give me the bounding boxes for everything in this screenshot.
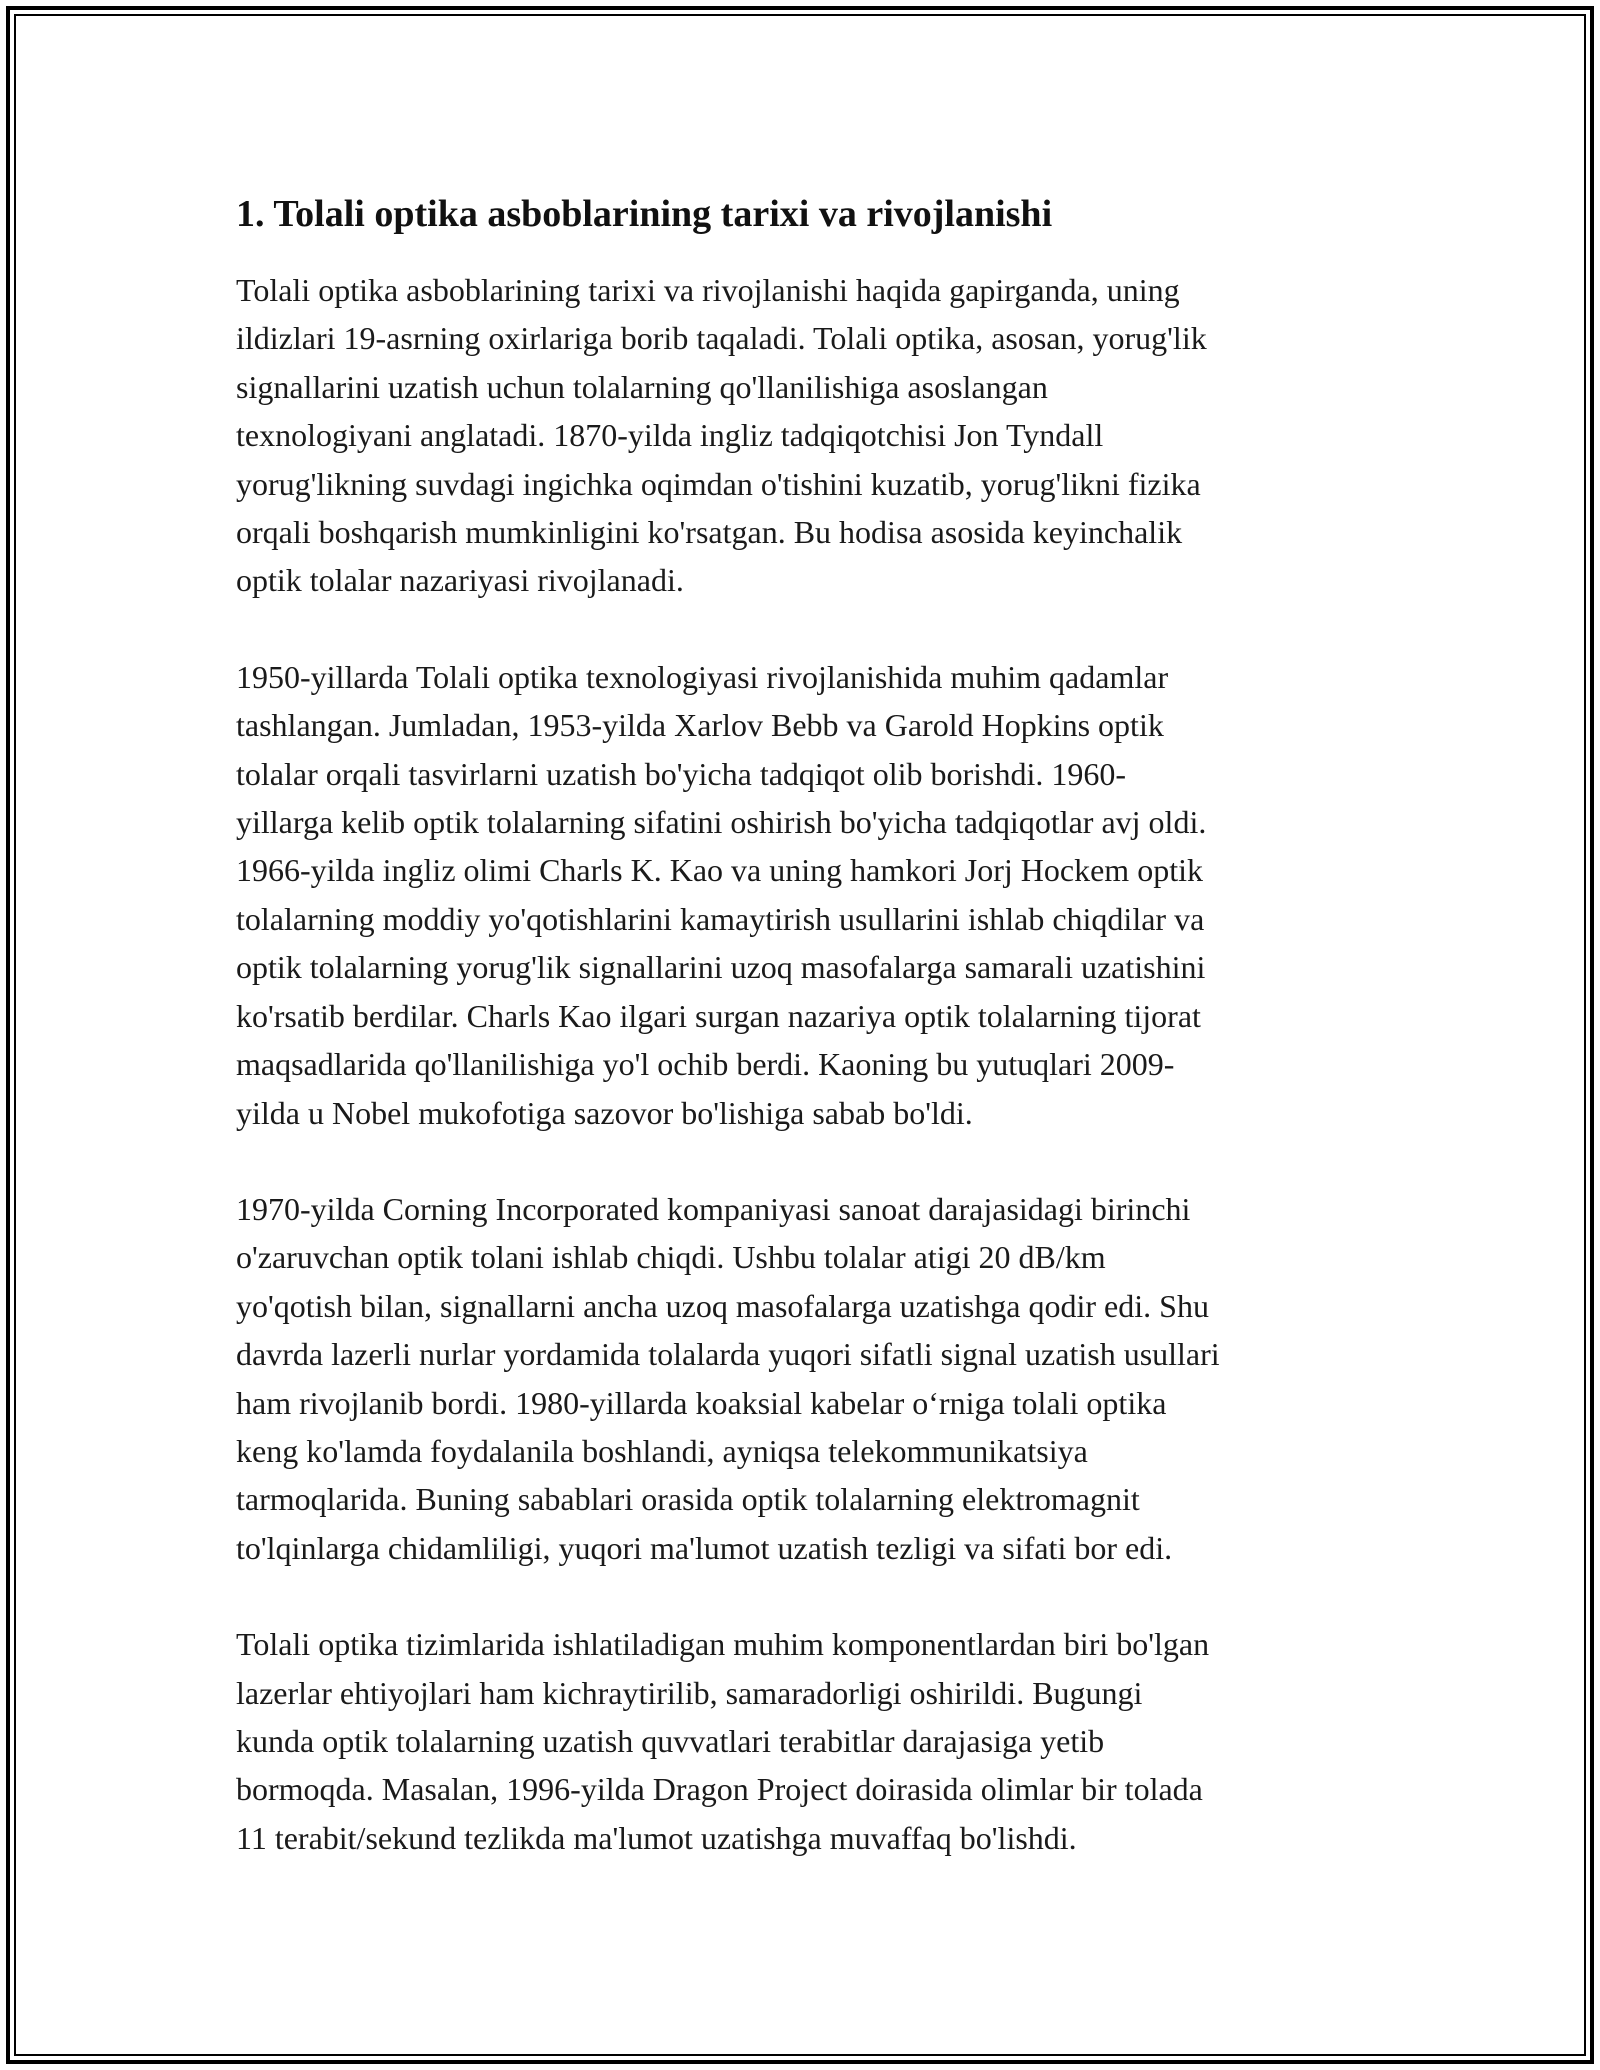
paragraph-1: Tolali optika asboblarining tarixi va rivojlanishi haqida gapirganda, uning ildizlari 19-asrning oxirlariga borib taqaladi. Tolali optika, asosan, yorug'lik signallarini uzatish uchun tolalarning qo'llanilishiga asoslangan texnologiyani anglatadi. 1870-yilda ingliz tadqiqotchisi Jon Tyndall yorug'likning suvdagi ingichka oqimdan o'tishini kuzatib, yorug'likni fizika orqali boshqarish mumkinligini ko'rsatgan. Bu hodisa asosida keyinchalik optik tolalar nazariyasi rivojlanadi. — [236, 272, 1207, 599]
paragraph-2: 1950-yillarda Tolali optika texnologiyasi rivojlanishida muhim qadamlar tashlangan. Jumladan, 1953-yilda Xarlov Bebb va Garold Hopkins optik tolalar orqali tasvirlarni uzatish bo'yicha tadqiqot olib borishdi. 1960- yillarga kelib optik tolalarning sifatini oshirish bo'yicha tadqiqotlar avj oldi. 1966-yilda ingliz olimi Charls K. Kao va uning hamkori Jorj Hockem optik tolalarning moddiy yo'qotishlarini kamaytirish usullarini ishlab chiqdilar va optik tolalarning yorug'lik signallarini uzoq masofalarga samarali uzatishini ko'rsatib berdilar. Charls Kao ilgari surgan nazariya optik tolalarning tijorat maqsadlarida qo'llanilishiga yo'l ochib berdi. Kaoning bu yutuqlari 2009- yilda u Nobel mukofotiga sazovor bo'lishiga sabab bo'ldi. — [236, 658, 1207, 1131]
paragraph-4: Tolali optika tizimlarida ishlatiladigan muhim komponentlardan biri bo'lgan lazerlar ehtiyojlari ham kichraytirilib, samaradorligi oshirildi. Bugungi kunda optik tolalarning uzatish quvvatlari terabitlar darajasiga yetib bormoqda. Masalan, 1996-yilda Dragon Project doirasida olimlar bir tolada 11 terabit/sekund tezlikda ma'lumot uzatishga muvaffaq bo'lishdi. — [236, 1626, 1210, 1856]
document-body — [236, 186, 1366, 1910]
section-heading: 1. Tolali optika asboblarining tarixi va rivojlanishi — [236, 193, 1053, 235]
paragraph-3: 1970-yilda Corning Incorporated kompaniyasi sanoat darajasidagi birinchi o'zaruvchan optik tolani ishlab chiqdi. Ushbu tolalar atigi 20 dB/km yo'qotish bilan, signallarni ancha uzoq masofalarga uzatishga qodir edi. Shu davrda lazerli nurlar yordamida tolalarda yuqori sifatli signal uzatish usullari ham rivojlanib bordi. 1980-yillarda koaksial kabelar o‘rniga tolali optika keng ko'lamda foydalanila boshlandi, ayniqsa telekommunikatsiya tarmoqlarida. Buning sabablari orasida optik tolalarning elektromagnit to'lqinlarga chidamliligi, yuqori ma'lumot uzatish tezligi va sifati bor edi. — [236, 1190, 1220, 1566]
